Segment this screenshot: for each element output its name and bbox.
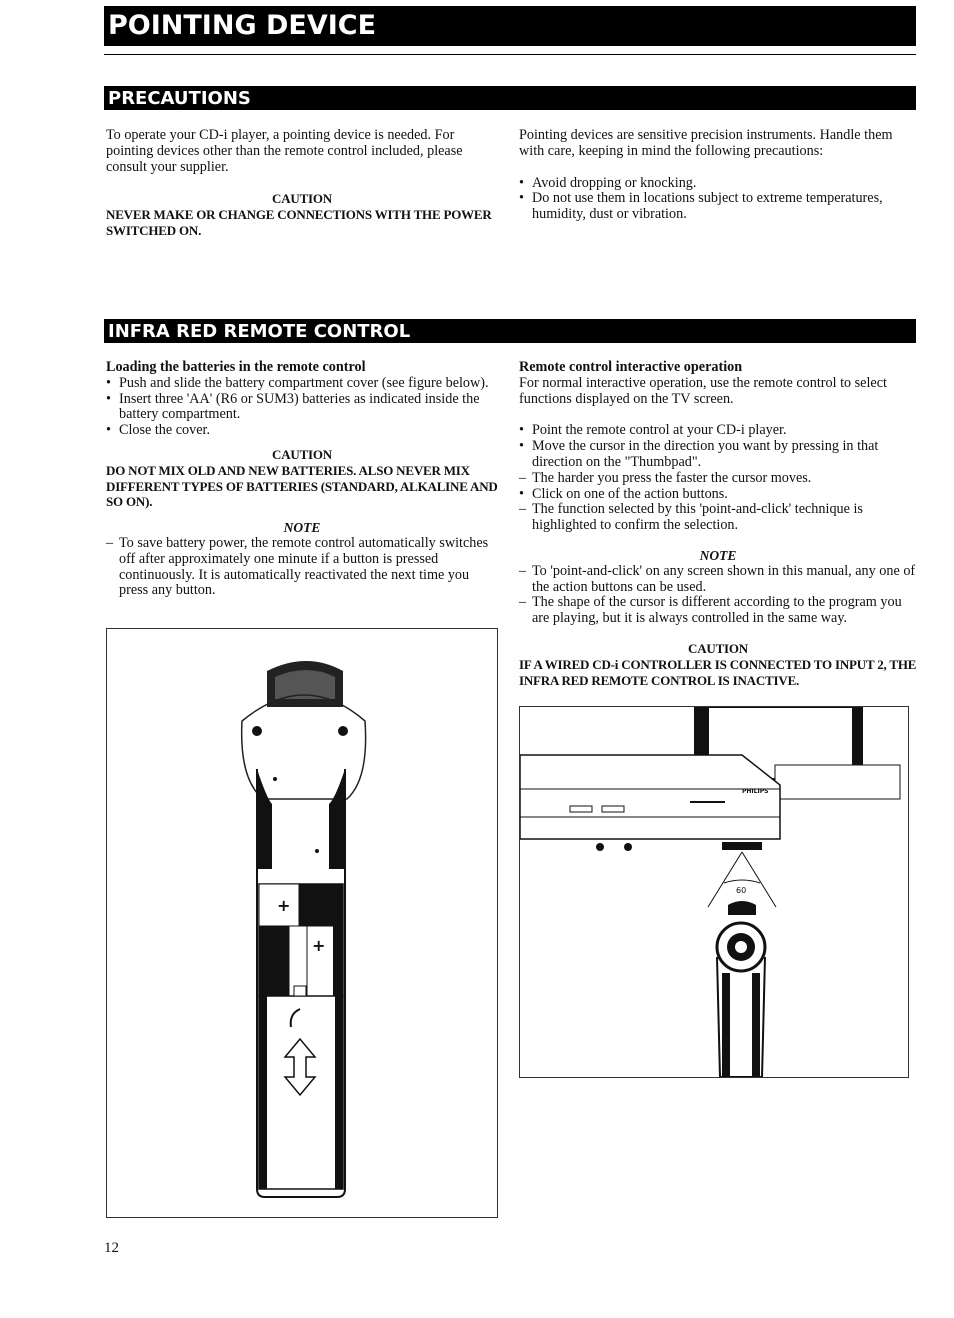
caution-text: NEVER MAKE OR CHANGE CONNECTIONS WITH THE POWER SWITCHED ON. <box>106 207 492 238</box>
precautions-list <box>519 176 915 223</box>
list-item: • Click on one of the action buttons. <box>519 485 728 502</box>
precautions-intro: To operate your CD-i player, a pointing device is needed. For pointing devices other than the remote control included, please consult your supplier. <box>106 127 463 175</box>
operation-column <box>519 360 917 688</box>
section-heading-infrared: INFRA RED REMOTE CONTROL <box>104 319 916 343</box>
precautions-left-column <box>106 128 498 239</box>
player-brand-label: PHILIPS <box>742 788 769 795</box>
note-label: NOTE <box>699 547 737 563</box>
list-item: • Do not use them in locations subject to extreme temperatures, humidity, dust or vibration. <box>519 190 883 223</box>
batteries-subheading: Loading the batteries in the remote control <box>106 359 366 375</box>
pointing-at-player-figure <box>519 706 909 1078</box>
batteries-list <box>106 376 498 439</box>
note-list <box>519 564 917 627</box>
caution-label: CAUTION <box>688 640 748 656</box>
title-rule <box>104 54 916 55</box>
operation-intro: For normal interactive operation, use the remote control to select functions displayed on the TV screen. <box>519 374 887 407</box>
page-number: 12 <box>104 1240 119 1256</box>
caution-label: CAUTION <box>272 191 332 207</box>
remote-control-battery-figure <box>106 628 498 1218</box>
precautions-right-column <box>519 128 915 223</box>
list-item: • Point the remote control at your CD-i player. <box>519 422 787 439</box>
list-item: – The function selected by this 'point-and-click' technique is highlighted to confirm the selection. <box>519 501 863 534</box>
list-item: – The harder you press the faster the cursor moves. <box>519 469 812 486</box>
angle-label: 60 <box>736 886 747 895</box>
svg-text:+: + <box>312 936 326 955</box>
page-title: POINTING DEVICE <box>104 6 916 46</box>
list-item: • Avoid dropping or knocking. <box>519 174 697 191</box>
remote-control-illustration <box>107 629 497 1217</box>
section-heading-precautions: PRECAUTIONS <box>104 86 916 110</box>
precautions-handling-intro: Pointing devices are sensitive precision instruments. Handle them with care, keeping in mind the following precautions: <box>519 127 893 159</box>
list-item: – The shape of the cursor is different according to the program you are playing, but it is always controlled in the same way. <box>519 594 902 627</box>
note-label: NOTE <box>283 520 321 536</box>
note-list <box>106 536 498 599</box>
list-item: • Close the cover. <box>106 422 211 439</box>
list-item: – To save battery power, the remote control automatically switches off after approximately one minute if a button is pressed continuously. It is automatically reactivated the next time you press any button. <box>106 534 489 599</box>
batteries-column <box>106 360 498 599</box>
caution-text: IF A WIRED CD-i CONTROLLER IS CONNECTED TO INPUT 2, THE INFRA RED REMOTE CONTROL IS INACTIVE. <box>519 656 917 688</box>
operation-steps <box>519 423 917 534</box>
caution-text: DO NOT MIX OLD AND NEW BATTERIES. ALSO NEVER MIX DIFFERENT TYPES OF BATTERIES (STANDARD, ALKALINE AND SO ON). <box>106 462 498 510</box>
list-item: • Move the cursor in the direction you want by pressing in that direction on the "Thumbpad". <box>519 438 879 470</box>
svg-text:+: + <box>277 896 291 915</box>
list-item: – To 'point-and-click' on any screen shown in this manual, any one of the action buttons can be used. <box>519 562 916 595</box>
player-pointing-illustration <box>520 707 908 1077</box>
operation-subheading: Remote control interactive operation <box>519 359 743 375</box>
list-item: • Push and slide the battery compartment cover (see figure below). <box>106 374 489 391</box>
list-item: • Insert three 'AA' (R6 or SUM3) batteries as indicated inside the battery compartment. <box>106 390 480 423</box>
caution-label: CAUTION <box>272 446 332 462</box>
